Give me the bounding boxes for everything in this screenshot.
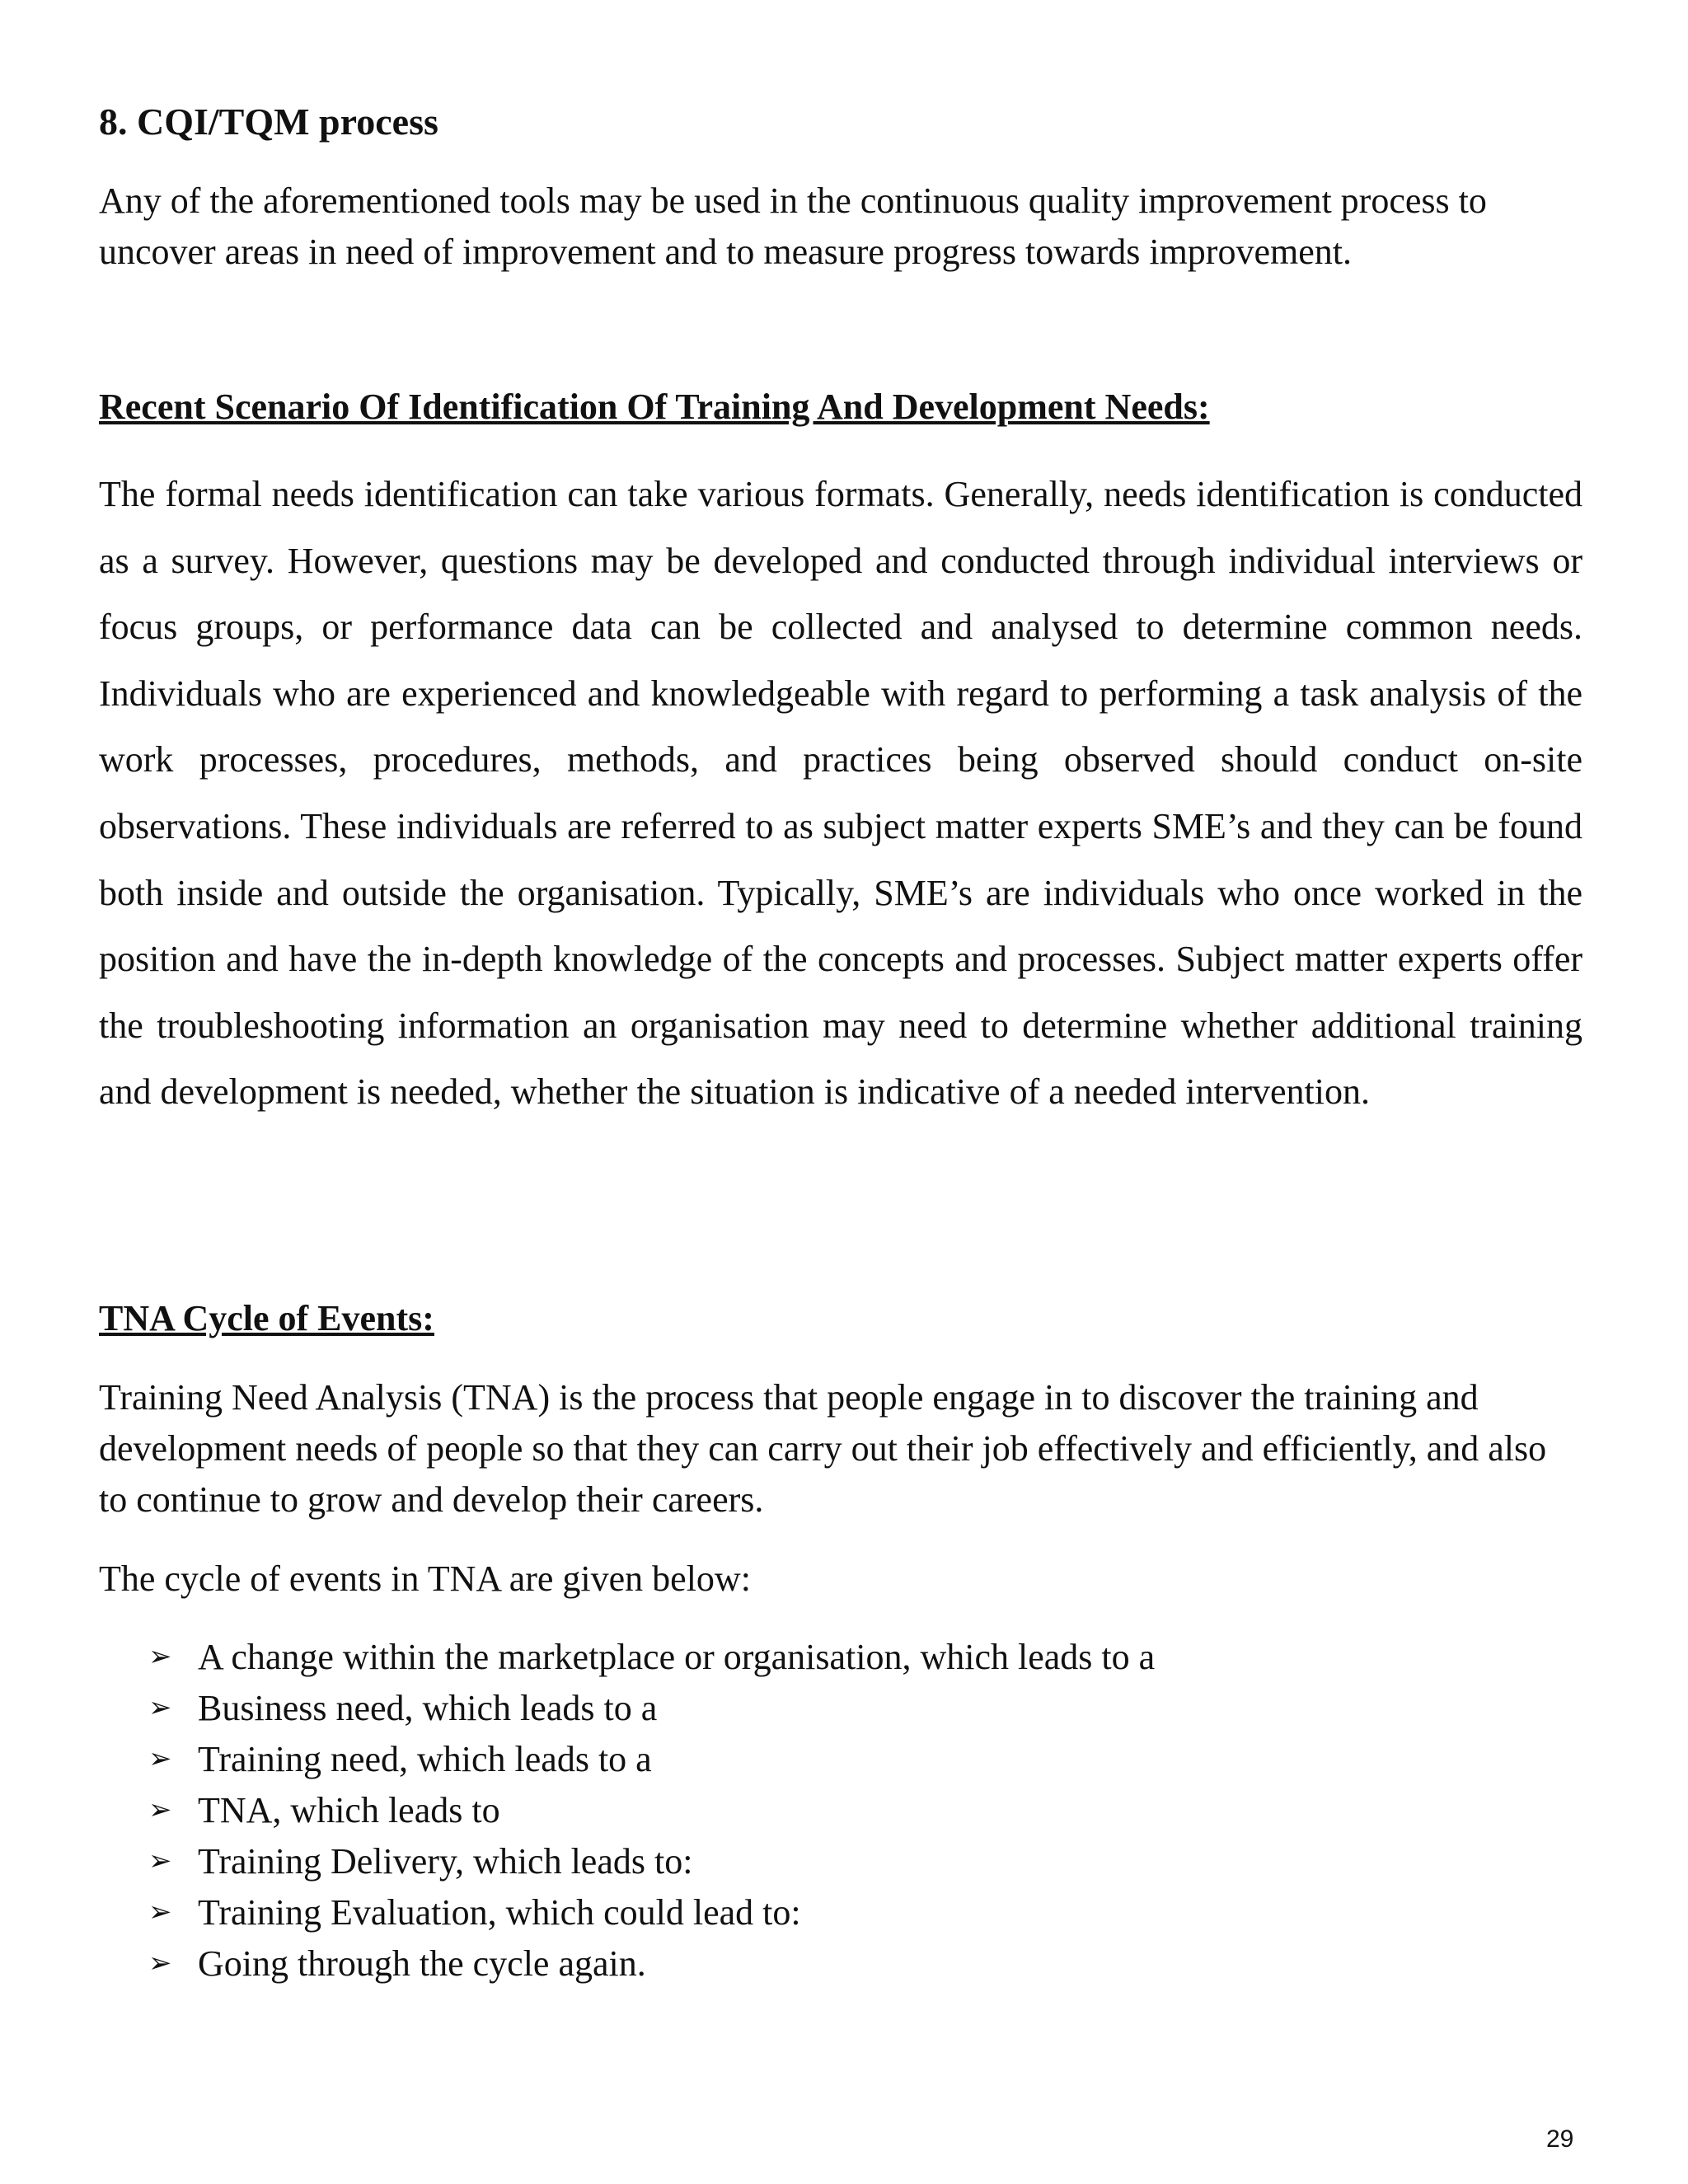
- list-item: [148, 1682, 1155, 1733]
- list-item: [148, 1784, 1155, 1835]
- arrow-bullet-icon: ➢: [148, 1896, 172, 1929]
- tna-cycle-list: [148, 1631, 1155, 1989]
- list-item-text: Training Evaluation, which could lead to:: [198, 1892, 801, 1933]
- list-item-text: Training Delivery, which leads to:: [198, 1841, 693, 1882]
- list-item-text: Training need, which leads to a: [198, 1739, 652, 1779]
- tna-heading: TNA Cycle of Events:: [99, 1298, 434, 1338]
- arrow-bullet-icon: ➢: [148, 1691, 172, 1724]
- section-heading: 8. CQI/TQM process: [99, 101, 438, 143]
- list-item: [148, 1733, 1155, 1784]
- list-item-text: TNA, which leads to: [198, 1790, 500, 1830]
- arrow-bullet-icon: ➢: [148, 1793, 172, 1826]
- recent-scenario-paragraph: The formal needs identification can take various formats. Generally, needs identification is conducted as a survey. However, questions may be developed and conducted through individual interviews or focus groups, or performance data can be collected and analysed to determine common needs. Individuals who are experienced and knowledgeable with regard to performing a task analysis of the work processes, procedures, methods, and practices being observed should conduct on-site observations. These individuals are referred to as subject matter experts SME’s and they can be found both inside and outside the organisation. Typically, SME’s are individuals who once worked in the position and have the in-depth knowledge of the concepts and processes. Subject matter experts offer the troubleshooting information an organisation may need to determine whether additional training and development is needed, whether the situation is indicative of a needed intervention.: [99, 474, 1582, 1113]
- arrow-bullet-icon: ➢: [148, 1640, 172, 1673]
- list-item: [148, 1835, 1155, 1886]
- list-item-text: A change within the marketplace or organisation, which leads to a: [198, 1637, 1156, 1677]
- section-paragraph: Any of the aforementioned tools may be used in the continuous quality improvement process to uncover areas in need of improvement and to measure progress towards improvement.: [99, 180, 1487, 272]
- arrow-bullet-icon: ➢: [148, 1844, 172, 1877]
- tna-cycle-intro: The cycle of events in TNA are given below:: [99, 1558, 751, 1599]
- arrow-bullet-icon: ➢: [148, 1742, 172, 1775]
- list-item: [148, 1631, 1155, 1682]
- page-number: 29: [1546, 2125, 1574, 2153]
- list-item-text: Going through the cycle again.: [198, 1943, 646, 1984]
- tna-paragraph: Training Need Analysis (TNA) is the process that people engage in to discover the training and development needs of people so that they can carry out their job effectively and efficiently, and also to continue to grow and develop their careers.: [99, 1377, 1547, 1520]
- arrow-bullet-icon: ➢: [148, 1947, 172, 1980]
- list-item: [148, 1886, 1155, 1938]
- recent-scenario-heading: Recent Scenario Of Identification Of Training And Development Needs:: [99, 387, 1210, 427]
- list-item: [148, 1938, 1155, 1989]
- list-item-text: Business need, which leads to a: [198, 1688, 658, 1728]
